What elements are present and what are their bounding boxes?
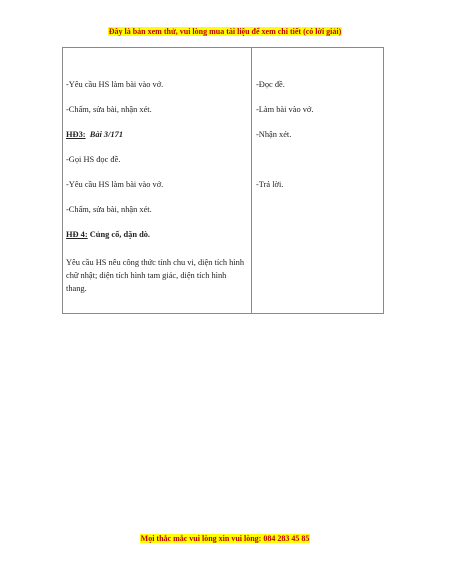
column-divider	[251, 47, 252, 314]
activity-3-heading	[66, 130, 248, 140]
teacher-step-assign-work-2: -Yêu cầu HS làm bài vào vở.	[66, 180, 164, 190]
teacher-activities-column	[66, 80, 248, 296]
preview-notice-banner	[0, 27, 450, 36]
teacher-step-grade: -Chấm, sửa bài, nhận xét.	[66, 105, 152, 115]
student-step-answer: -Trả lời.	[256, 180, 284, 190]
activity-3-label: HĐ3:	[66, 130, 86, 140]
activity-4-heading	[66, 230, 248, 240]
closing-instructions: Yêu cầu HS nêu công thức tính chu vi, diện tích hình chữ nhật; diện tích hình tam giác, diện tích hình thang.	[66, 257, 245, 294]
contact-text: Mọi thắc mắc vui lòng xin vui lòng: 084 283 45 85	[140, 534, 310, 543]
teacher-step-read-problem: -Gọi HS đọc đề.	[66, 155, 121, 165]
preview-notice-text: Đây là bản xem thử, vui lòng mua tài liệu để xem chi tiết (có lời giải)	[108, 27, 342, 36]
activity-3-title: Bài 3/171	[89, 130, 124, 140]
student-step-work: -Làm bài vào vở.	[256, 105, 314, 115]
teacher-step-grade-2: -Chấm, sửa bài, nhận xét.	[66, 205, 152, 215]
teacher-step-assign-work: -Yêu cầu HS làm bài vào vở.	[66, 80, 164, 89]
student-activities-column	[256, 80, 380, 190]
contact-banner	[0, 534, 450, 543]
activity-4-label: HĐ 4:	[66, 230, 88, 240]
student-step-read: -Đọc đề.	[256, 80, 285, 89]
student-step-comment: -Nhận xét.	[256, 130, 292, 140]
activity-4-title: Củng cố, dặn dò.	[89, 230, 151, 240]
